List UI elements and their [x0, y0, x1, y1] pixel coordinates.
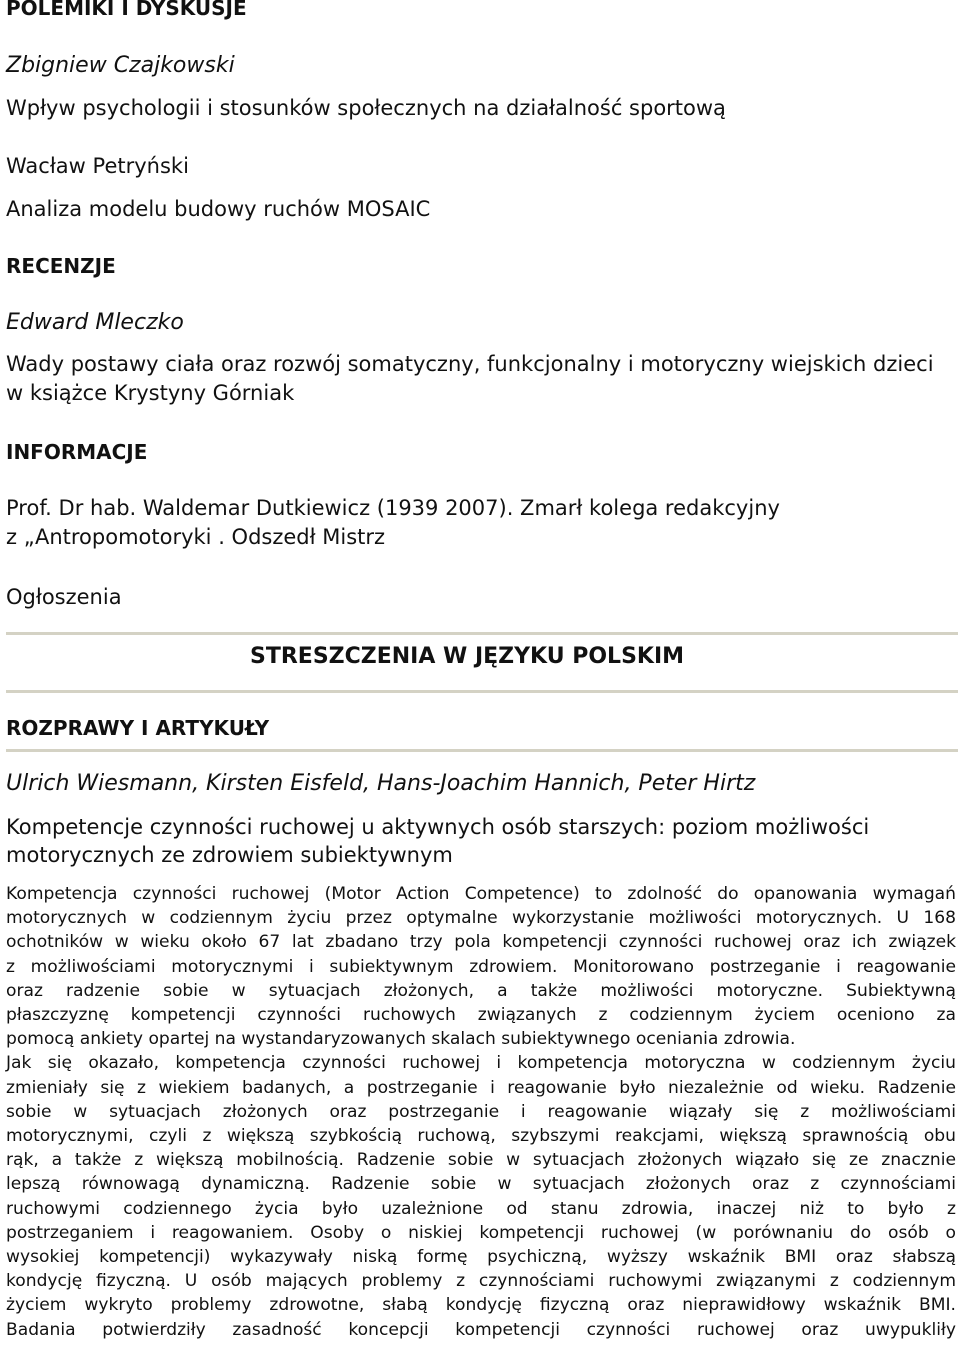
review-title-line: w książce Krystyny Górniak: [6, 381, 295, 405]
abstract-line: motorycznych w codziennym życiu przez optymalne wykorzystanie możliwości motorycznych. U 168: [6, 908, 956, 929]
ads-label: Ogłoszenia: [6, 585, 122, 609]
divider-articles: [6, 749, 958, 752]
article-title-line: Kompetencje czynności ruchowej u aktywnych osób starszych: poziom możliwości: [6, 815, 870, 839]
polemic-author-2: Wacław Petryński: [6, 154, 189, 178]
info-text: [6, 494, 950, 552]
abstracts-heading: STRESZCZENIA W JĘZYKU POLSKIM: [250, 644, 685, 669]
abstract-line: motorycznymi, czyli z większą szybkością ruchową, szybszymi reakcjami, większą sprawnością obu: [6, 1126, 956, 1147]
abstract-line: pomocą ankiety opartej na wystandaryzowanych skalach subiektywnego oceniania zdrowia.: [6, 1029, 796, 1050]
abstract-line: ruchowymi codziennego życia było uzależnione od stanu zdrowia, inaczej niż to było z: [6, 1198, 956, 1219]
abstract-line: płaszczyznę kompetencji czynności ruchowych związanych z codziennym życiem oceniono za: [6, 1005, 956, 1026]
section-heading-reviews: RECENZJE: [6, 254, 116, 278]
divider-bottom: [6, 690, 958, 693]
section-heading-info: INFORMACJE: [6, 440, 148, 464]
abstract-line: oraz radzenie sobie w sytuacjach złożonych, a także możliwości motoryczne. Subiektywną: [6, 980, 956, 1001]
articles-subheading: ROZPRAWY I ARTYKUŁY: [6, 716, 270, 740]
divider-top: [6, 632, 958, 635]
article-abstract: [6, 882, 956, 1342]
info-line: Prof. Dr hab. Waldemar Dutkiewicz (1939 2007). Zmarł kolega redakcyjny: [6, 496, 780, 520]
article-title: [6, 813, 950, 869]
abstract-line: ochotników w wieku około 67 lat zbadano trzy pola kompetencji czynności ruchowej oraz ich związek: [6, 932, 956, 953]
abstract-line: Jak się okazało, kompetencja czynności ruchowej i kompetencja motoryczna w codziennym życiu: [6, 1053, 956, 1074]
abstract-line: kondycję fizyczną. U osób mających problemy z czynnościami ruchowymi związanymi z codziennym: [6, 1271, 956, 1292]
polemic-title-1: Wpływ psychologii i stosunków społecznych na działalność sportową: [6, 96, 726, 120]
polemic-author-1: Zbigniew Czajkowski: [6, 53, 235, 78]
review-title-line: Wady postawy ciała oraz rozwój somatyczny, funkcjonalny i motoryczny wiejskich dzieci: [6, 352, 934, 376]
polemic-title-2: Analiza modelu budowy ruchów MOSAIC: [6, 197, 431, 221]
abstract-line: postrzeganiem i reagowaniem. Osoby o niskiej kompetencji ruchowej (w porównaniu do osób o: [6, 1222, 956, 1243]
review-title: [6, 350, 950, 408]
info-line: z „Antropomotoryki . Odszedł Mistrz: [6, 525, 386, 549]
review-author: Edward Mleczko: [6, 310, 184, 335]
article-title-line: motorycznych ze zdrowiem subiektywnym: [6, 843, 453, 867]
abstract-line: z możliwościami motorycznymi i subiektywnym zdrowiem. Monitorowano postrzeganie i reagowanie: [6, 956, 956, 977]
abstract-line: Badania potwierdziły zasadność koncepcji kompetencji czynności ruchowej oraz uwypukliły: [6, 1319, 956, 1340]
abstract-line: sobie w sytuacjach złożonych oraz postrzeganie i reagowanie wiązały się z możliwościami: [6, 1101, 956, 1122]
abstract-line: lepszą równowagą dynamiczną. Radzenie sobie w sytuacjach złożonych oraz z czynnościami: [6, 1174, 956, 1195]
abstract-line: rąk, a także z większą mobilnością. Radzenie sobie w sytuacjach złożonych wiązało się ze znacznie: [6, 1150, 956, 1171]
article-authors: Ulrich Wiesmann, Kirsten Eisfeld, Hans-Joachim Hannich, Peter Hirtz: [6, 771, 756, 796]
abstract-line: wysokiej kompetencji) wykazywały niską formę psychiczną, wyższy wskaźnik BMI oraz słabszą: [6, 1247, 956, 1268]
abstract-line: życiem wykryto problemy zdrowotne, słabą kondycję fizyczną oraz nieprawidłowy wskaźnik BMI.: [6, 1295, 956, 1316]
section-heading-polemics: POLEMIKI I DYSKUSJE: [6, 0, 247, 20]
abstract-line: zmieniały się z wiekiem badanych, a postrzeganie i reagowanie było niezależnie od wieku. Radzenie: [6, 1077, 956, 1098]
abstract-line: Kompetencja czynności ruchowej (Motor Action Competence) to zdolność do opanowania wymagań: [6, 884, 956, 904]
